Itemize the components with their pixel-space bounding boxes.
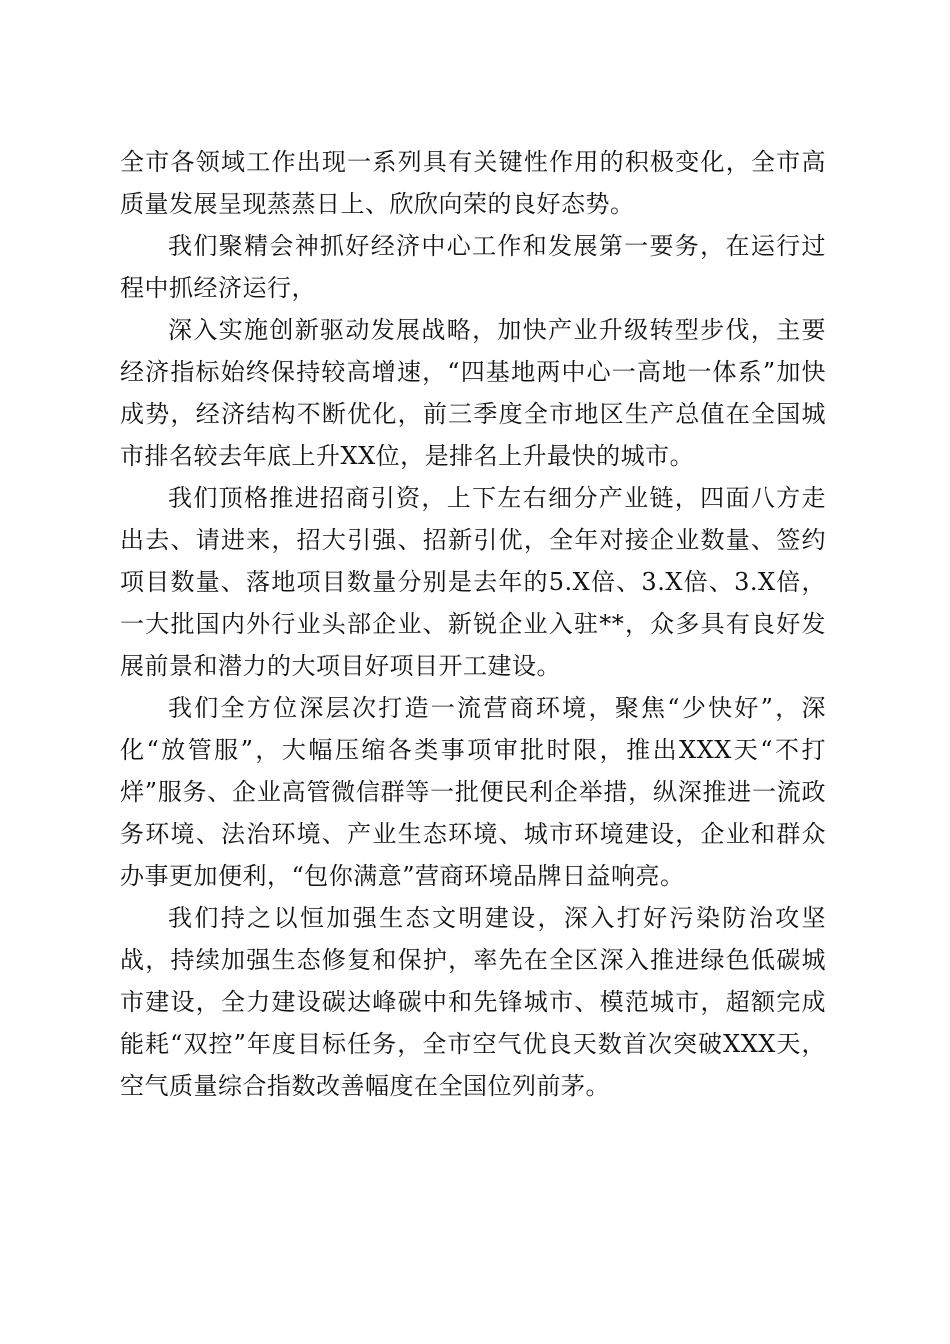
paragraph-innovation: 深入实施创新驱动发展战略，加快产业升级转型步伐，主要经济指标始终保持较高增速，“四基地两中心一高地一体系”加快成势，经济结构不断优化，前三季度全市地区生产总值在全国城市排名较去年底上升XX位，是排名上升最快的城市。 xyxy=(120,316,826,470)
paragraph-ecology: 我们持之以恒加强生态文明建设，深入打好污染防治攻坚战，持续加强生态修复和保护，率先在全区深入推进绿色低碳城市建设，全力建设碳达峰碳中和先锋城市、模范城市，超额完成能耗“双控”年度目标任务，全市空气优良天数首次突破XXX天，空气质量综合指数改善幅度在全国位列前茅。 xyxy=(120,904,826,1100)
document-body xyxy=(120,141,826,1107)
paragraph-continuation: 全市各领域工作出现一系列具有关键性作用的积极变化，全市高质量发展呈现蒸蒸日上、欣欣向荣的良好态势。 xyxy=(120,148,826,218)
paragraph-economic-work: 我们聚精会神抓好经济中心工作和发展第一要务，在运行过程中抓经济运行， xyxy=(120,232,826,302)
paragraph-business-environment: 我们全方位深层次打造一流营商环境，聚焦“少快好”，深化“放管服”，大幅压缩各类事项审批时限，推出XXX天“不打烊”服务、企业高管微信群等一批便民利企举措，纵深推进一流政务环境、法治环境、产业生态环境、城市环境建设，企业和群众办事更加便利，“包你满意”营商环境品牌日益响亮。 xyxy=(120,694,826,890)
paragraph-investment: 我们顶格推进招商引资，上下左右细分产业链，四面八方走出去、请进来，招大引强、招新引优，全年对接企业数量、签约项目数量、落地项目数量分别是去年的5.X倍、3.X倍、3.X倍，一大批国内外行业头部企业、新锐企业入驻**，众多具有良好发展前景和潜力的大项目好项目开工建设。 xyxy=(120,484,826,680)
